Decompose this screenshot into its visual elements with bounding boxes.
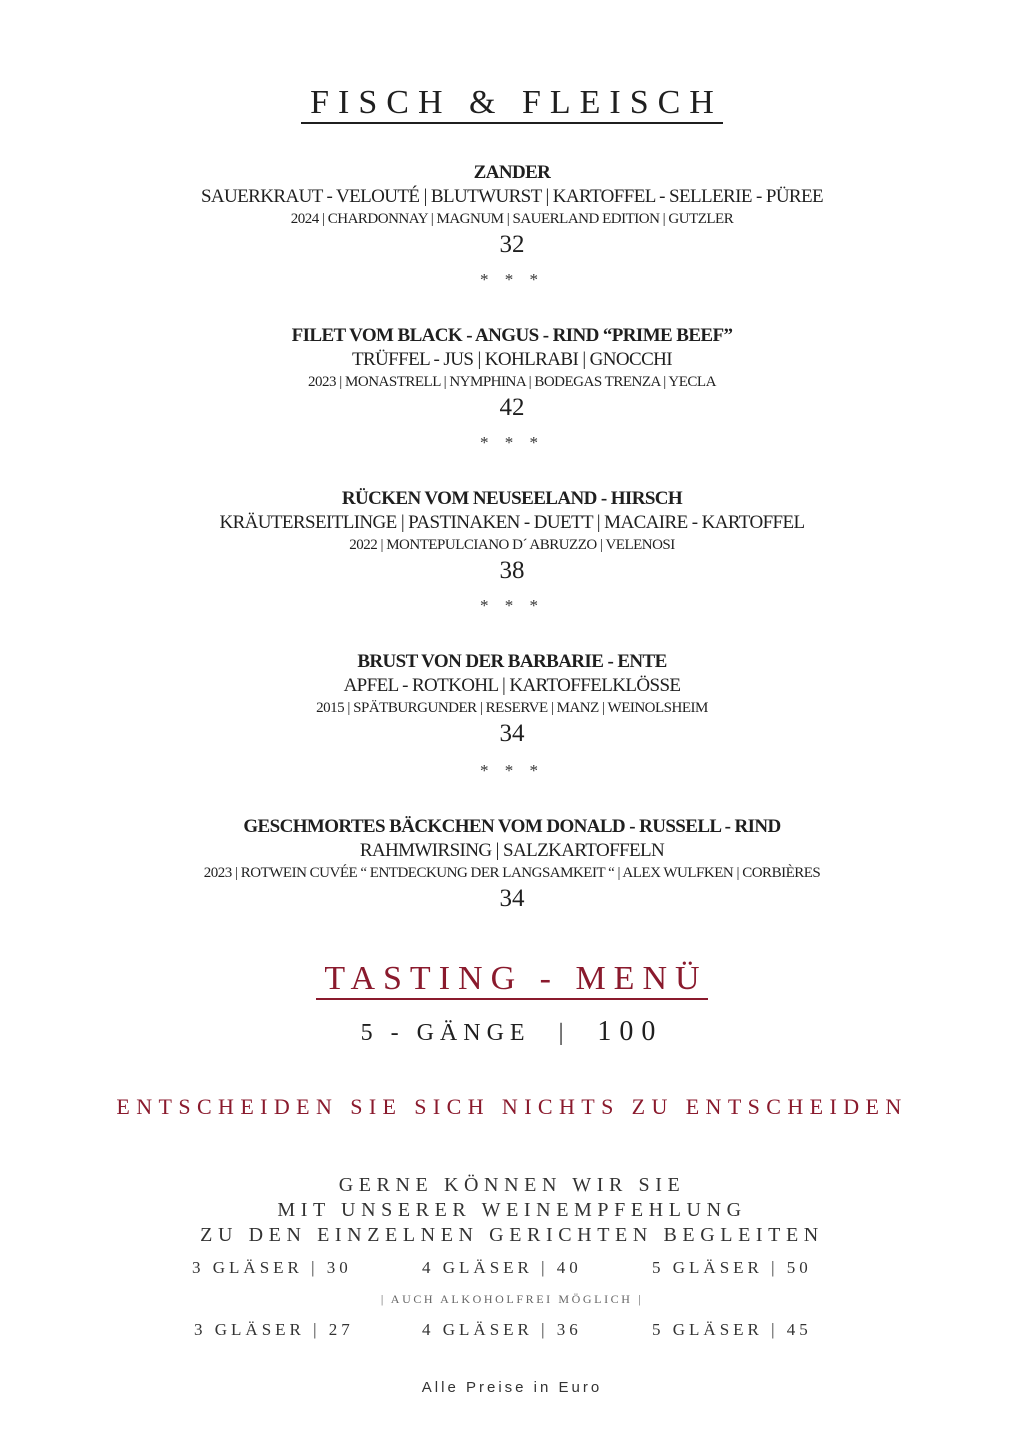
section-title-text: FISCH & FLEISCH bbox=[301, 84, 723, 124]
dish-name: FILET VOM BLACK - ANGUS - RIND “PRIME BEEF” bbox=[291, 325, 733, 346]
alcohol-free-price-4: 4 GLÄSER | 36 bbox=[422, 1320, 582, 1339]
pairing-line: ZU DEN EINZELNEN GERICHTEN BEGLEITEN bbox=[200, 1224, 824, 1246]
pairing-price-5: 5 GLÄSER | 50 bbox=[652, 1258, 812, 1277]
separator: * * * bbox=[480, 270, 544, 289]
dish-item bbox=[0, 487, 1024, 585]
dish-sides: RAHMWIRSING | SALZKARTOFFELN bbox=[359, 840, 665, 861]
dish-item bbox=[0, 815, 1024, 913]
alcohol-free-prices bbox=[0, 1320, 1024, 1344]
separator: * * * bbox=[480, 596, 544, 615]
dish-sides: KRÄUTERSEITLINGE | PASTINAKEN - DUETT | MACAIRE - KARTOFFEL bbox=[219, 512, 805, 533]
pairing-price-3: 3 GLÄSER | 30 bbox=[192, 1258, 352, 1277]
dish-wine: 2023 | MONASTRELL | NYMPHINA | BODEGAS TRENZA | YECLA bbox=[308, 374, 716, 390]
dish-price: 34 bbox=[499, 720, 525, 747]
dish-name: GESCHMORTES BÄCKCHEN VOM DONALD - RUSSELL - RIND bbox=[243, 816, 781, 837]
dish-item bbox=[0, 650, 1024, 748]
dish-name: RÜCKEN VOM NEUSEELAND - HIRSCH bbox=[341, 488, 683, 509]
pairing-prices bbox=[0, 1258, 1024, 1282]
section-title bbox=[0, 84, 1024, 124]
alcohol-free-note: | AUCH ALKOHOLFREI MÖGLICH | bbox=[380, 1292, 644, 1306]
dish-item bbox=[0, 161, 1024, 259]
tasting-courses: 5 - GÄNGE bbox=[360, 1020, 531, 1046]
dish-name: BRUST VON DER BARBARIE - ENTE bbox=[357, 651, 667, 672]
dish-price: 42 bbox=[499, 394, 525, 421]
dish-item bbox=[0, 324, 1024, 422]
dish-price: 34 bbox=[499, 885, 525, 912]
tasting-menu-title bbox=[0, 960, 1024, 1000]
alcohol-free-price-3: 3 GLÄSER | 27 bbox=[194, 1320, 354, 1339]
tasting-price-value: 100 bbox=[597, 1016, 664, 1047]
pairing-line: GERNE KÖNNEN WIR SIE bbox=[338, 1174, 686, 1196]
pairing-price-4: 4 GLÄSER | 40 bbox=[422, 1258, 582, 1277]
alcohol-free-price-5: 5 GLÄSER | 45 bbox=[652, 1320, 812, 1339]
dish-wine: 2015 | SPÄTBURGUNDER | RESERVE | MANZ | WEINOLSHEIM bbox=[316, 700, 708, 716]
dish-sides: TRÜFFEL - JUS | KOHLRABI | GNOCCHI bbox=[351, 349, 673, 370]
pairing-line: MIT UNSERER WEINEMPFEHLUNG bbox=[277, 1199, 747, 1221]
separator: * * * bbox=[480, 433, 544, 452]
tasting-menu-price bbox=[0, 1016, 1024, 1048]
dish-price: 38 bbox=[499, 557, 525, 584]
separator: * * * bbox=[480, 761, 544, 780]
tasting-menu-title-text: TASTING - MENÜ bbox=[316, 960, 707, 1000]
dish-price: 32 bbox=[499, 231, 525, 258]
dish-sides: APFEL - ROTKOHL | KARTOFFELKLÖSSE bbox=[343, 675, 681, 696]
slogan: ENTSCHEIDEN SIE SICH NICHTS ZU ENTSCHEIDEN bbox=[116, 1094, 908, 1119]
price-footnote: Alle Preise in Euro bbox=[421, 1379, 603, 1396]
dish-sides: SAUERKRAUT - VELOUTÉ | BLUTWURST | KARTOFFEL - SELLERIE - PÜREE bbox=[200, 186, 824, 207]
tasting-divider: | bbox=[558, 1020, 570, 1046]
dish-wine: 2024 | CHARDONNAY | MAGNUM | SAUERLAND EDITION | GUTZLER bbox=[290, 211, 734, 227]
dish-name: ZANDER bbox=[473, 162, 551, 183]
dish-wine: 2023 | ROTWEIN CUVÉE “ ENTDECKUNG DER LANGSAMKEIT “ | ALEX WULFKEN | CORBIÈRES bbox=[203, 865, 821, 881]
dish-wine: 2022 | MONTEPULCIANO D´ ABRUZZO | VELENOSI bbox=[349, 537, 675, 553]
